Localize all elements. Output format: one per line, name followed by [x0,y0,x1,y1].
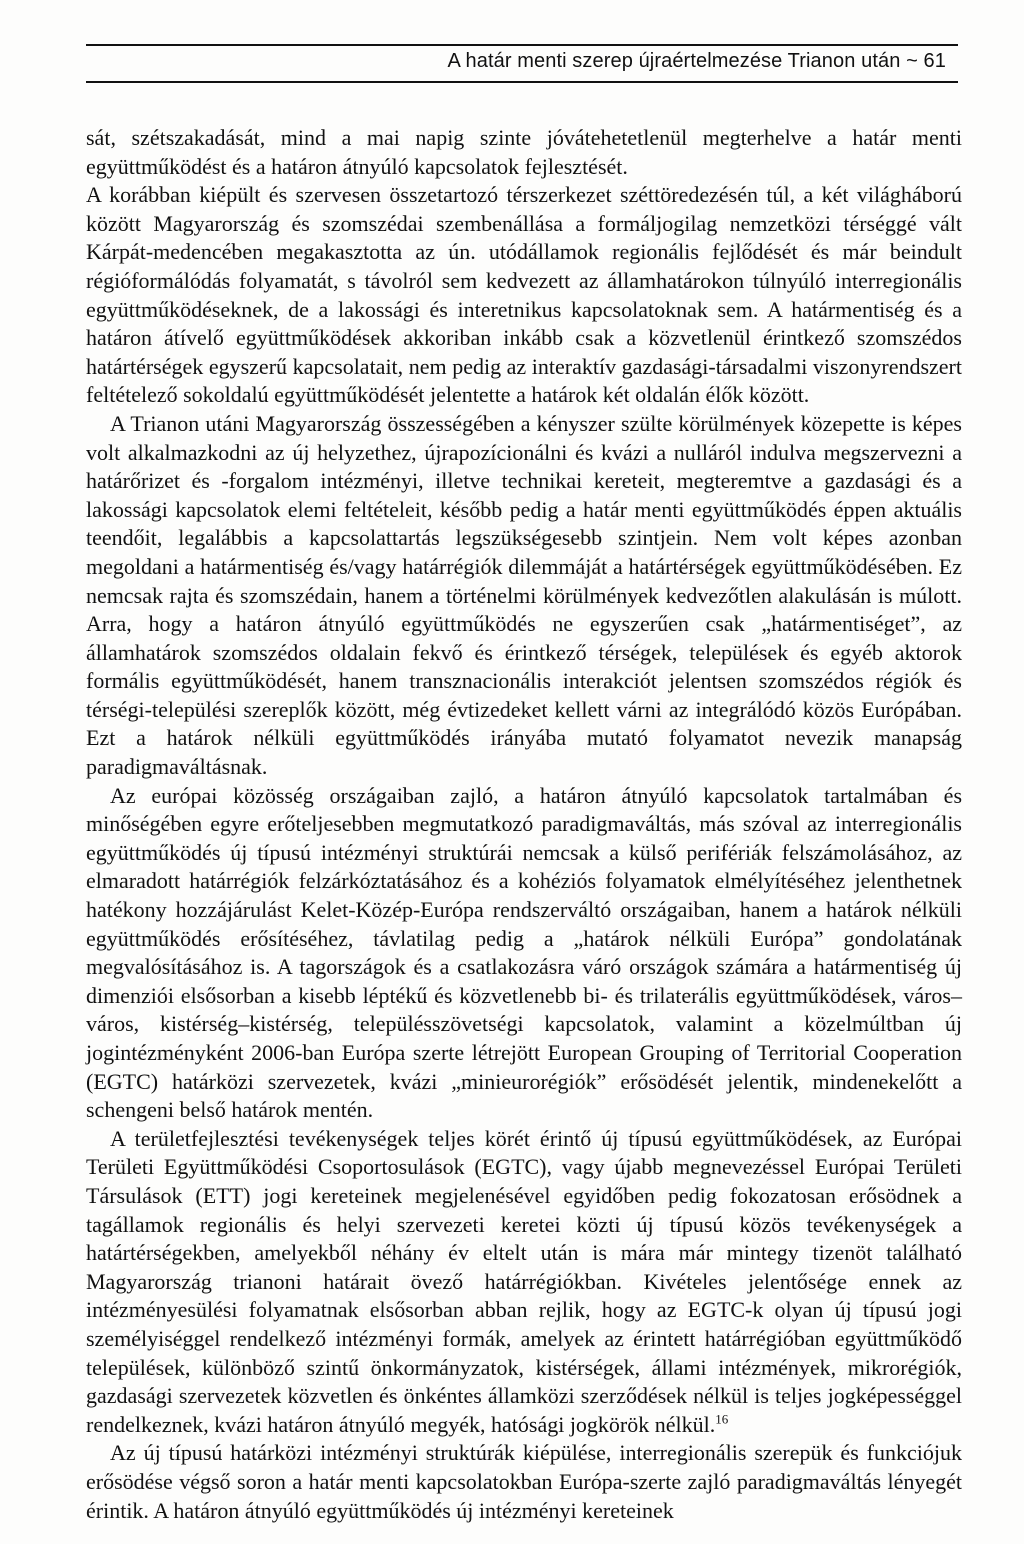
paragraph-2-text: A korábban kiépült és szervesen összetartozó térszerkezet széttöredezésén túl, a két világháború között Magyarország és szomszédai szembenállása a formáljogilag nemzetközi térséggé vált Kárpát-medencében megakasztotta az ún. utódállamok regionális fejlődését és már beindult régióformálódás folyamatát, s távolról sem kedvezett az államhatárokon túlnyúló interregionális együttműködéseknek, de a lakossági és interetnikus kapcsolatoknak sem. A határmentiség és a határon átívelő együttműködések akkoriban inkább csak a közvetlenül érintkező szomszédos határtérségek egyszerű kapcsolatait, nem pedig az interaktív gazdasági-társadalmi viszonyrendszert feltételező sokoldalú együttműködését jelentette a határok két oldalán élők között. [86,182,962,408]
header-rule-top [86,44,958,46]
paragraph-2 [86,181,962,410]
running-separator: ~ [906,50,918,72]
main-text [86,124,962,1525]
paragraph-4-text: Az európai közösség országaiban zajló, a határon átnyúló kapcsolatok tartalmában és minőségében egyre erőteljesebben megmutatkozó paradigmaváltás, más szóval az interregionális együttműködés új típusú intézményi struktúrái nemcsak a külső perifériák felszámolásához, az elmaradott határrégiók felzárkóztatásához és a kohéziós folyamatok elmélyítéséhez jelenthetnek hatékony hozzájárulást Kelet-Közép-Európa rendszerváltó országaiban, hanem a határok nélküli együttműködés erősítéséhez, távlatilag pedig a „határok nélküli Európa” gondolatának megvalósításához is. A tagországok és a csatlakozásra váró országok számára a határmentiség új dimenziói elsősorban a kisebb léptékű és közvetlenebb bi- és trilaterális együttműködések, város–város, kistérség–kistérség, településszövetségi kapcsolatok, valamint a közelmúltban új jogintézményként 2006-ban Európa szerte létrejött European Grouping of Territorial Cooperation (EGTC) határközi szervezetek, kvázi „minieurorégiók” erősödését jelentik, mindenekelőtt a schengeni belső határok mentén. [86,782,962,1123]
running-header [86,44,958,84]
running-head-text [448,50,947,73]
paragraph-6 [86,1439,962,1525]
header-rule-bottom [86,81,958,83]
paragraph-5 [86,1125,962,1440]
paragraph-3-text: A Trianon utáni Magyarország összességében a kényszer szülte körülmények közepette is képes volt alkalmazkodni az új helyzethez, újrapozícionálni és kvázi a nulláról indulva megszervezni a határőrizet és -forgalom intézményi, illetve technikai kereteit, megteremtve a gazdasági és a lakossági kapcsolatok elemi feltételeit, később pedig a határ menti együttműködés éppen aktuális teendőit, legalábbis a kapcsolattartás legszükségesebb szintjein. Nem volt képes azonban megoldani a határmentiség és/vagy határrégiók dilemmáját a határtérségek együttműködésében. Ez nemcsak rajta és szomszédain, hanem a történelmi körülmények kedvezőtlen alakulásán is múlott. Arra, hogy a határon átnyúló együttműködés ne egyszerűen csak „határmentiséget”, az államhatárok szomszédos oldalain fekvő és érintkező térségek, települések és egyéb aktorok formális együttműködését, hanem transznacionális interakciót jelentsen szomszédos régiók és térségi-települési szereplők között, még évtizedeket kellett várni az integrálódó közös Európában. Ezt a határok nélküli együttműködés irányába mutató folyamatot nevezik manapság paradigmaváltásnak. [86,410,962,780]
page-number: 61 [923,50,946,72]
paragraph-3 [86,410,962,782]
footnote-marker[interactable]: 16 [715,1411,729,1427]
running-title: A határ menti szerep újraértelmezése Trianon után [447,50,901,72]
paragraph-4 [86,782,962,1125]
paragraph-6-text: Az új típusú határközi intézményi struktúrák kiépülése, interregionális szerepük és funkciójuk erősödése végső soron a határ menti kapcsolatokban Európa-szerte zajló paradigmaváltás lényegét érintik. A határon átnyúló együttműködés új intézményi kereteinek [86,1440,962,1523]
paragraph-1 [86,124,962,181]
paragraph-5-text: A területfejlesztési tevékenységek teljes körét érintő új típusú együttműködések, az Európai Területi Együttműködési Csoportosulások (EGTC), vagy újabb megnevezéssel Európai Területi Társulások (ETT) jogi kereteinek megjelenésével egyidőben pedig fokozatosan erősödnek a tagállamok regionális és helyi szervezeti keretei közti új típusú közös tevékenységek a határtérségekben, amelyekből néhány év eltelt után is mára már mintegy tizenöt található Magyarország trianoni határait övező határrégiókban. Kivételes jelentősége ennek az intézményesülési folyamatnak elsősorban abban rejlik, hogy az EGTC-k olyan új típusú jogi személyiséggel rendelkező intézményi formák, amelyek az érintett határrégióban együttműködő települések, különböző szintű önkormányzatok, kistérségek, állami intézmények, mikrorégiók, gazdasági szervezetek közvetlen és önkéntes államközi szerződések nélkül is teljes jogképességgel rendelkeznek, kvázi határon átnyúló megyék, hatósági jogkörök nélkül. [86,1125,962,1437]
paragraph-1-text: sát, szétszakadását, mind a mai napig szinte jóvátehetetlenül megterhelve a határ menti együttműködést és a határon átnyúló kapcsolatok fejlesztését. [86,125,962,179]
